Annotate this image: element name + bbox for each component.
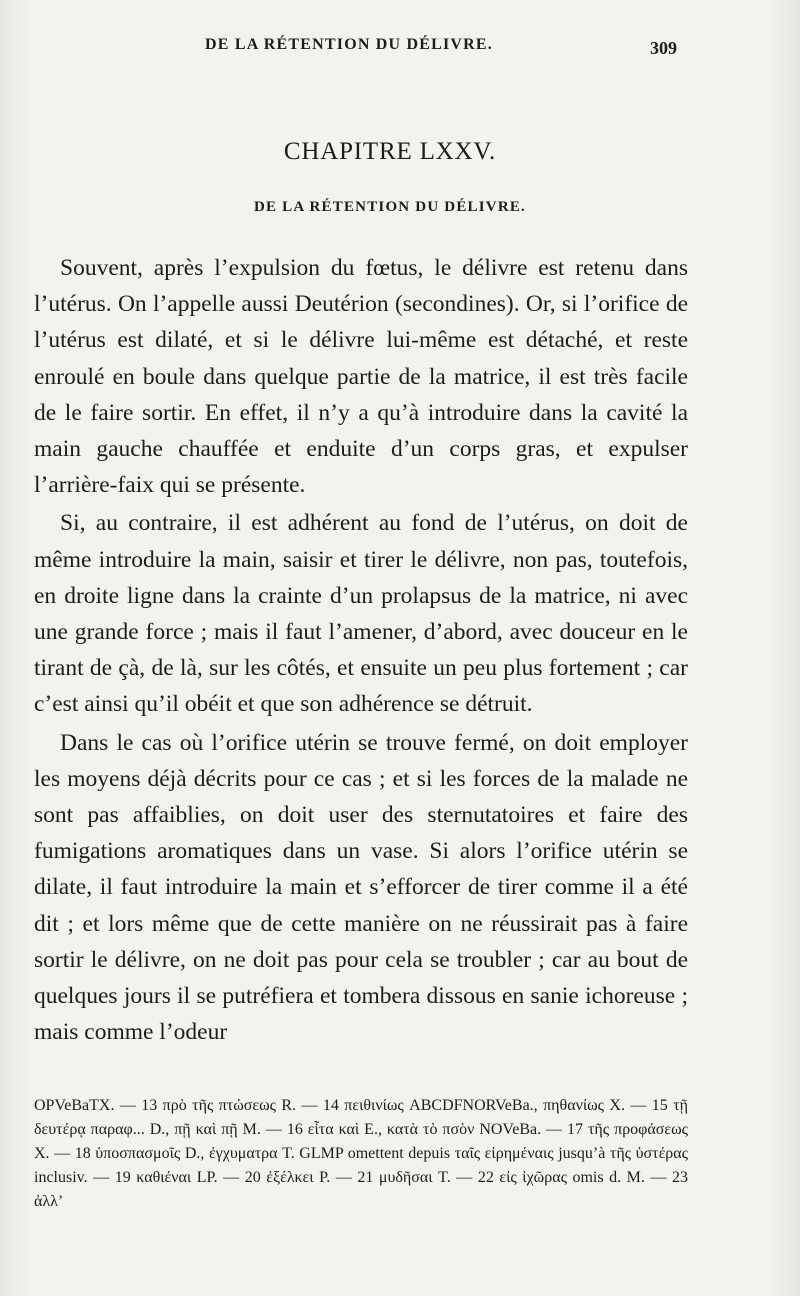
running-head: [0, 36, 800, 60]
page-number: 309: [650, 38, 677, 58]
body-text: [34, 250, 688, 1052]
body-paragraph-3: Dans le cas où l’orifice utérin se trouve fermé, on doit employer les moyens déjà décrits pour ce cas ; et si les forces de la malade ne sont pas affaiblies, on doit user des sternutatoires et faire des fumigations aromatiques dans un vase. Si alors l’orifice utérin se dilate, il faut introduire la main et s’efforcer de tirer comme il a été dit ; et lors même que de cette manière on ne réussirait pas à faire sortir le délivre, on ne doit pas pour cela se troubler ; car au bout de quelques jours il se putréfiera et tombera dissous en sanie ichoreuse ; mais comme l’odeur: [34, 729, 688, 1046]
body-paragraph-1: Souvent, après l’expulsion du fœtus, le délivre est retenu dans l’utérus. On l’appelle aussi Deutérion (secondines). Or, si l’orifice de l’utérus est dilaté, et si le délivre lui-même est détaché, et reste enroulé en boule dans quelque partie de la matrice, il est très facile de le faire sortir. En effet, il n’y a qu’à introduire dans la cavité la main gauche chauffée et enduite d’un corps gras, et expulser l’arrière-faix qui se présente.: [34, 255, 688, 499]
section-title: DE LA RÉTENTION DU DÉLIVRE.: [253, 199, 527, 215]
body-paragraph-2: Si, au contraire, il est adhérent au fond de l’utérus, on doit de même introduire la main, saisir et tirer le délivre, non pas, toutefois, en droite ligne dans la crainte d’un prolapsus de la matrice, ni avec une grande force ; mais il faut l’amener, d’abord, avec douceur en le tirant de çà, de là, sur les côtés, et ensuite un peu plus fortement ; car c’est ainsi qu’il obéit et que son adhérence se détruit.: [34, 510, 688, 718]
footnote-text: OPVeBaTX. — 13 πρὸ τῆς πτώσεως R. — 14 πειθινίως ABCDFNORVeBa., πηθανίως X. — 15 τῇ δευτέρᾳ παραφ... D., πῇ καὶ πῇ M. — 16 εἶτα καὶ E., κατὰ τὸ πσὸν NOVeBa. — 17 τῆς προφάσεως X. — 18 ὑποσπασμοῖς D., ἐγχυματρα T. GLMP omettent depuis ταῖς εἰρημέναις jusqu’à τῆς ὑστέρας inclusiv. — 19 καθιέναι LP. — 20 ἐξέλκει P. — 21 μυδῆσαι T. — 22 εἰς ἰχῶρας omis d. M. — 23 ἀλλ’: [34, 1097, 688, 1210]
footnotes: [34, 1094, 688, 1214]
running-head-title: DE LA RÉTENTION DU DÉLIVRE.: [205, 36, 494, 53]
chapter-title: CHAPITRE LXXV.: [283, 138, 497, 165]
